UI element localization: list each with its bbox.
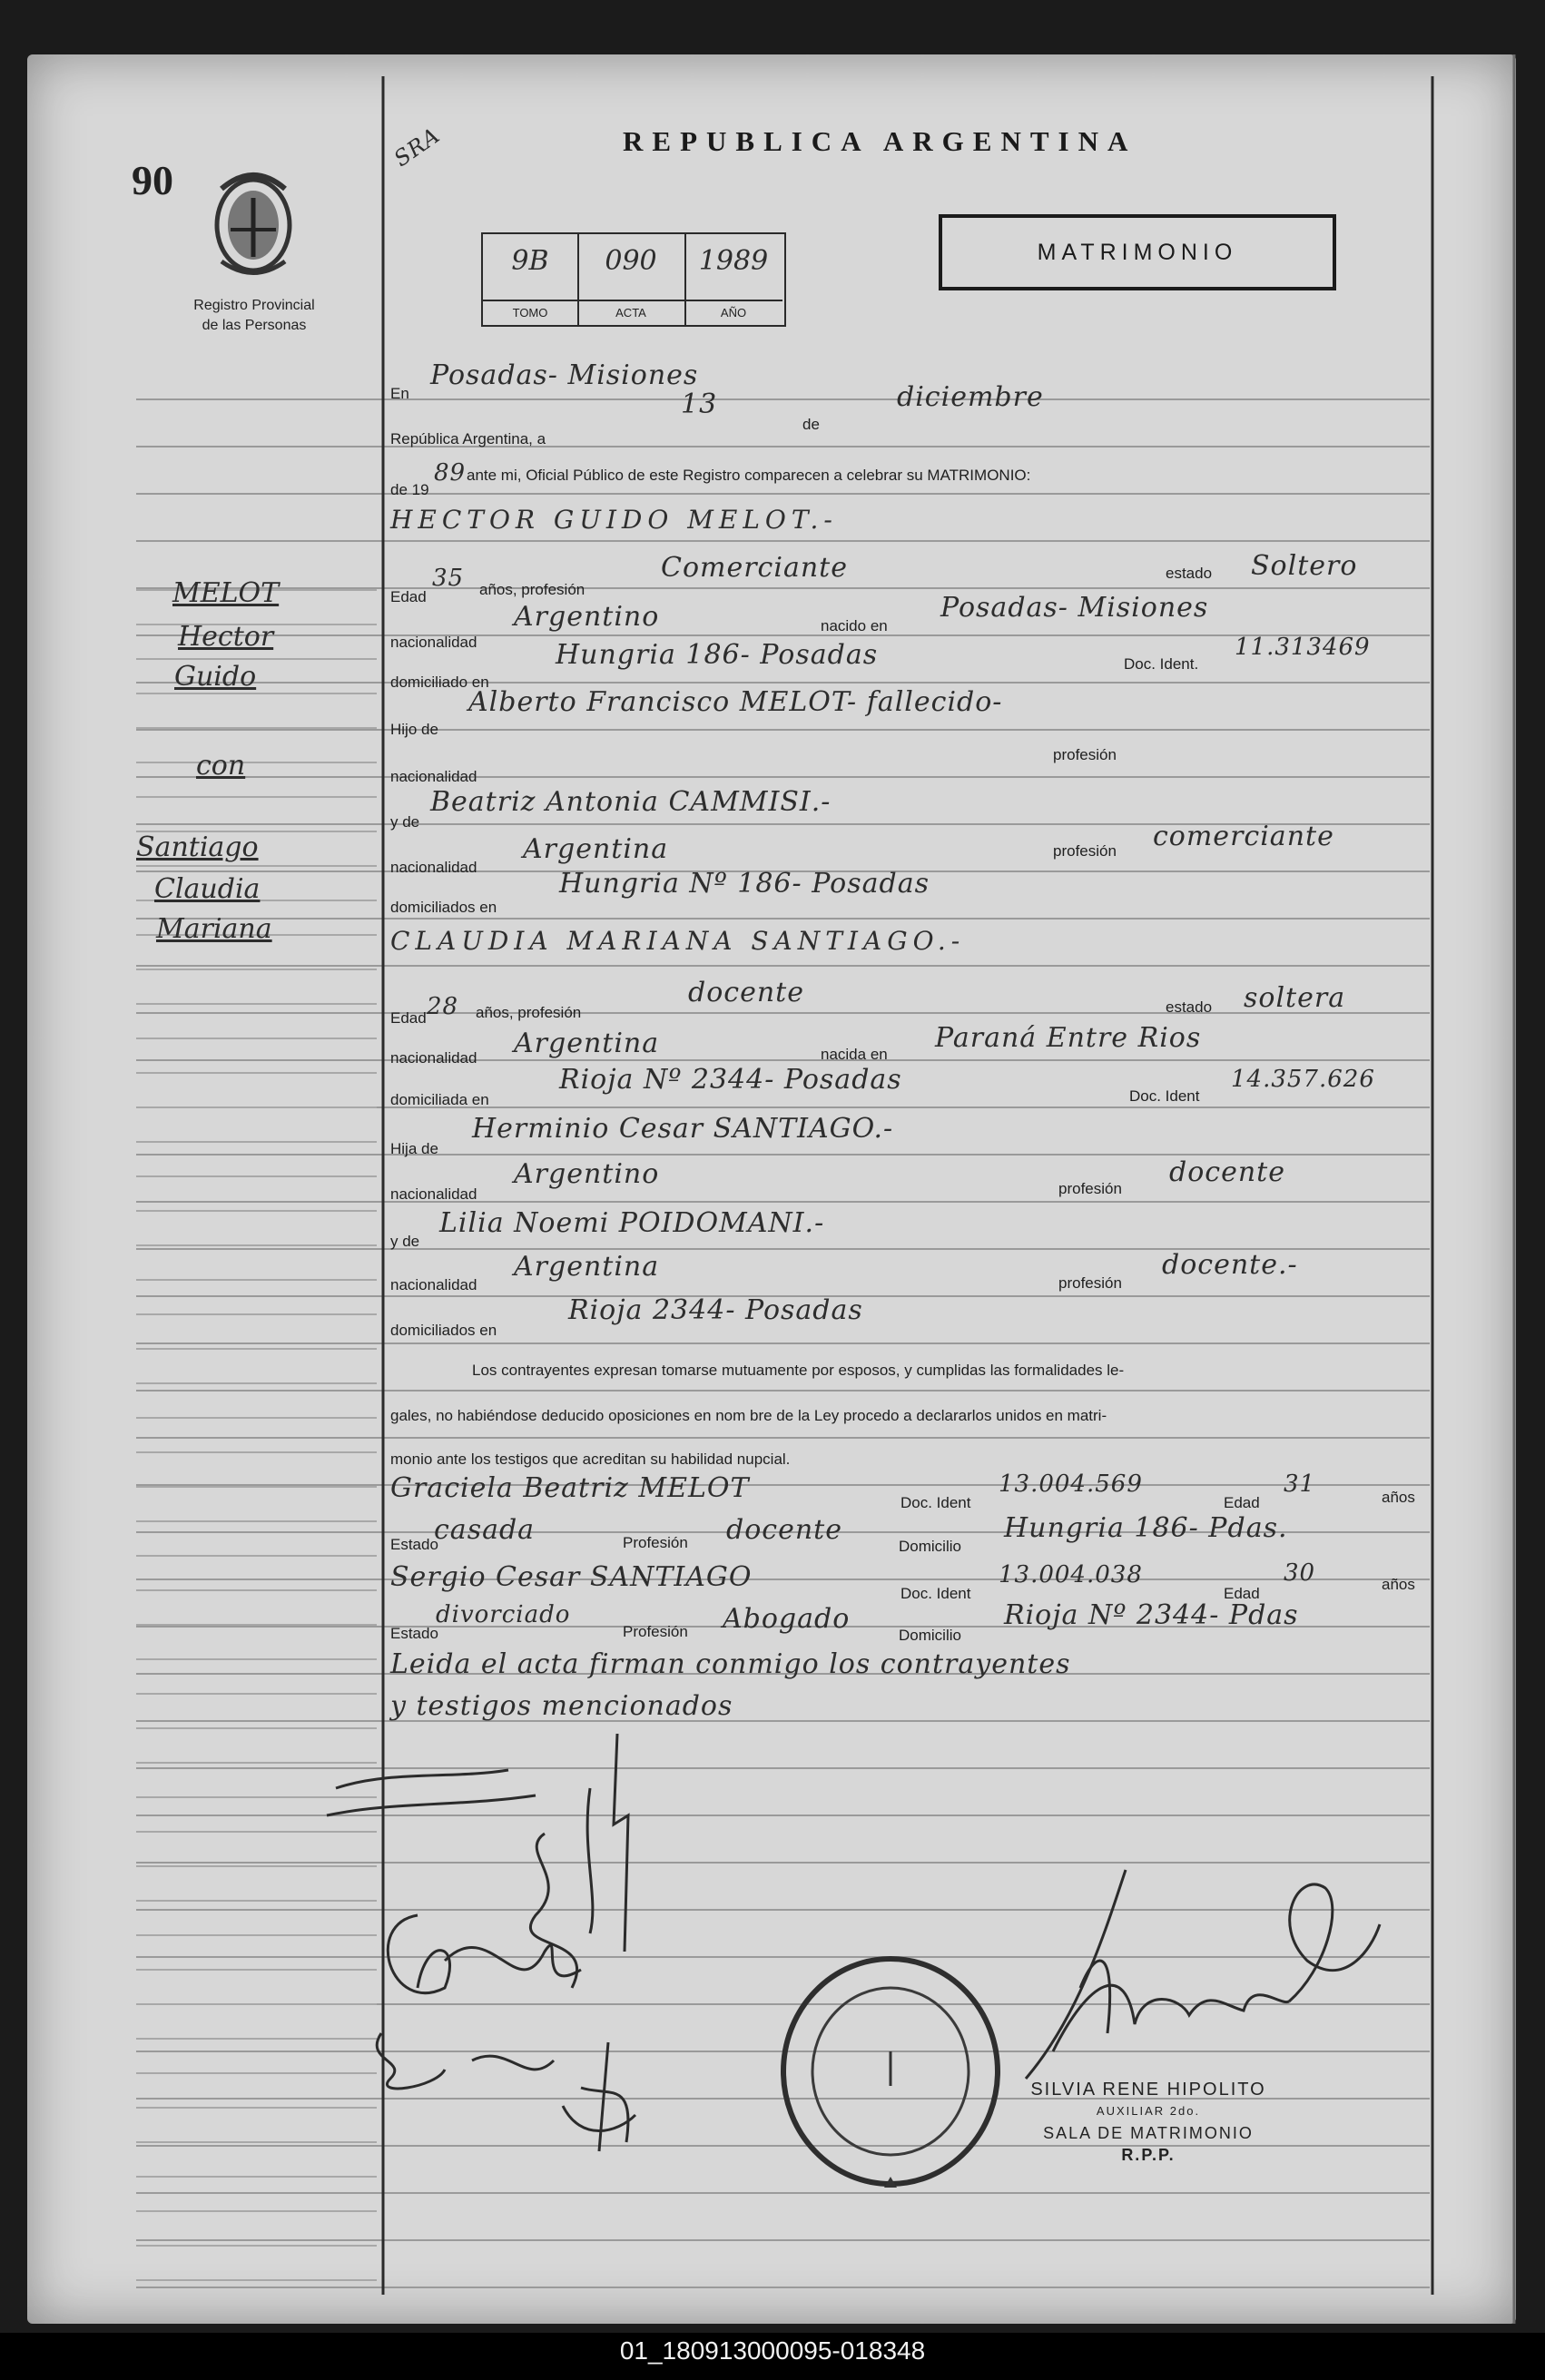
closing-line2: y testigos mencionados: [390, 1690, 733, 1722]
groom-doc: 11.313469: [1235, 634, 1371, 661]
groom-edad-label: Edad: [390, 588, 427, 605]
witness1-anos-label: años: [1382, 1489, 1415, 1506]
bride-age: 28: [427, 993, 459, 1020]
record-type-box: MATRIMONIO: [939, 214, 1336, 290]
bride-mother: Lilia Noemi POIDOMANI.-: [439, 1207, 825, 1239]
bride-father-profession: docente: [1169, 1156, 1285, 1188]
closing-line1: Leida el acta firman conmigo los contrayentes: [390, 1648, 1071, 1680]
margin-line1: MELOT: [172, 577, 280, 609]
declaration-line2: gales, no habiéndose deducido oposiciones en nom bre de la Ley procedo a declararlos unidos en matri-: [390, 1407, 1107, 1424]
groom-estado: Soltero: [1251, 550, 1358, 582]
acta-label: ACTA: [577, 300, 684, 325]
coat-of-arms-icon: [203, 162, 303, 280]
record-number-box: [481, 232, 786, 327]
bride-profesion-label: años, profesión: [476, 1004, 582, 1021]
de-label: de: [802, 416, 820, 433]
groom-birthplace: Posadas- Misiones: [940, 592, 1209, 624]
groom-mother: Beatriz Antonia CAMMISI.-: [430, 786, 832, 818]
officer-name: SILVIA RENE HIPOLITO: [1030, 2080, 1266, 2100]
groom-mother-nationality: Argentina: [523, 833, 669, 865]
bride-father: Herminio Cesar SANTIAGO.-: [472, 1113, 894, 1145]
en-label: En: [390, 385, 409, 402]
tomo-value: 9B: [511, 245, 549, 277]
witness1-age: 31: [1284, 1470, 1316, 1498]
bride-estado-label: estado: [1166, 998, 1213, 1016]
witness1-address: Hungria 186- Pdas.: [1004, 1512, 1288, 1544]
groom-father-prof-label: profesión: [1053, 746, 1117, 763]
signatures-left: [309, 1716, 690, 2169]
tomo-label: TOMO: [483, 300, 577, 325]
bride-edad-label: Edad: [390, 1009, 427, 1027]
groom-parents-dom-label: domiciliados en: [390, 899, 497, 916]
witness2-address: Rioja Nº 2344- Pdas: [1004, 1599, 1299, 1631]
groom-hijo-label: Hijo de: [390, 721, 438, 738]
month: diciembre: [897, 381, 1044, 413]
bride-doc-label: Doc. Ident: [1129, 1087, 1200, 1105]
groom-nacido-label: nacido en: [821, 617, 888, 634]
bride-doc: 14.357.626: [1231, 1066, 1375, 1093]
groom-doc-label: Doc. Ident.: [1124, 655, 1199, 673]
witness2-age: 30: [1284, 1559, 1316, 1587]
ano-cell: [684, 234, 782, 325]
groom-mother-nat-label: nacionalidad: [390, 859, 477, 876]
bride-nationality: Argentina: [514, 1028, 660, 1059]
page-number: 90: [132, 157, 173, 203]
bride-nacionalidad-label: nacionalidad: [390, 1049, 477, 1067]
witness2-domicilio-label: Domicilio: [899, 1627, 961, 1644]
groom-mother-profession: comerciante: [1153, 821, 1334, 852]
republica-label: República Argentina, a: [390, 430, 546, 447]
witness2-estado-label: Estado: [390, 1625, 438, 1642]
groom-name: HECTOR GUIDO MELOT.-: [390, 505, 838, 535]
declaration-line3: monio ante los testigos que acreditan su habilidad nupcial.: [390, 1451, 791, 1468]
official-seal-stamp: [777, 1950, 1004, 2193]
bride-hija-label: Hija de: [390, 1140, 438, 1157]
bride-mother-nat-label: nacionalidad: [390, 1276, 477, 1293]
margin-line6: Claudia: [154, 873, 261, 905]
bride-mother-profession: docente.-: [1162, 1249, 1298, 1281]
officer-signature: [980, 1852, 1407, 2088]
bride-mother-prof-label: profesión: [1058, 1274, 1122, 1292]
place: Posadas- Misiones: [430, 359, 699, 391]
margin-line4: con: [196, 750, 246, 782]
groom-profesion-label: años, profesión: [479, 581, 586, 598]
witness1-estado: casada: [434, 1514, 536, 1546]
declaration-line1: Los contrayentes expresan tomarse mutuamente por esposos, y cumplidas las formalidades le-: [472, 1362, 1125, 1379]
groom-parents-address: Hungria Nº 186- Posadas: [559, 868, 930, 900]
initials-note: SRA: [389, 122, 445, 172]
bride-address: Rioja Nº 2344- Posadas: [559, 1064, 902, 1096]
groom-profession: Comerciante: [661, 552, 848, 584]
registry-name-line1: Registro Provincial: [193, 298, 315, 313]
bride-mother-nationality: Argentina: [514, 1251, 660, 1283]
bride-father-prof-label: profesión: [1058, 1180, 1122, 1197]
groom-domicilio-label: domiciliado en: [390, 674, 489, 691]
witness1-doc: 13.004.569: [999, 1470, 1143, 1498]
intro-sentence: ante mi, Oficial Público de este Registro comparecen a celebrar su MATRIMONIO:: [467, 467, 1031, 484]
witness2-edad-label: Edad: [1224, 1585, 1260, 1602]
page-title: REPUBLICA ARGENTINA: [623, 125, 1137, 157]
bride-yde-label: y de: [390, 1233, 420, 1250]
bride-name: CLAUDIA MARIANA SANTIAGO.-: [390, 926, 966, 956]
bride-father-nat-label: nacionalidad: [390, 1185, 477, 1203]
registry-name: [163, 296, 345, 336]
groom-father: Alberto Francisco MELOT- fallecido-: [468, 686, 1003, 718]
bride-father-nationality: Argentino: [514, 1158, 660, 1190]
witness1-edad-label: Edad: [1224, 1494, 1260, 1511]
groom-mother-prof-label: profesión: [1053, 842, 1117, 860]
margin-line3: Guido: [174, 661, 257, 693]
tomo-cell: [483, 234, 579, 325]
witness2-profesion-label: Profesión: [623, 1623, 688, 1640]
margin-line5: Santiago: [136, 831, 259, 863]
bride-domicilio-label: domiciliada en: [390, 1091, 489, 1108]
officer-title2: SALA DE MATRIMONIO: [1043, 2124, 1254, 2142]
bride-profession: docente: [688, 977, 804, 1008]
groom-address: Hungria 186- Posadas: [556, 639, 879, 671]
year-suffix: 89: [434, 459, 467, 487]
groom-nationality: Argentino: [514, 601, 660, 633]
witness2-name: Sergio Cesar SANTIAGO: [390, 1561, 753, 1593]
bride-parents-dom-label: domiciliados en: [390, 1322, 497, 1339]
ano-label: AÑO: [684, 300, 782, 325]
image-caption: 01_180913000095-018348: [619, 2336, 926, 2365]
bride-birthplace: Paraná Entre Rios: [935, 1022, 1202, 1054]
bride-parents-address: Rioja 2344- Posadas: [568, 1294, 863, 1326]
witness2-doc: 13.004.038: [999, 1561, 1143, 1588]
margin-line2: Hector: [178, 621, 274, 653]
groom-nacionalidad-label: nacionalidad: [390, 634, 477, 651]
groom-estado-label: estado: [1166, 565, 1213, 582]
officer-title1: AUXILIAR 2do.: [1096, 2104, 1201, 2118]
margin-line7: Mariana: [156, 913, 272, 945]
witness1-name: Graciela Beatriz MELOT: [390, 1472, 750, 1504]
acta-value: 090: [605, 245, 657, 277]
witness1-doc-label: Doc. Ident: [900, 1494, 971, 1511]
de19-label: de 19: [390, 481, 429, 498]
witness2-estado: divorciado: [436, 1601, 571, 1628]
witness1-domicilio-label: Domicilio: [899, 1538, 961, 1555]
bride-nacida-label: nacida en: [821, 1046, 888, 1063]
witness1-profession: docente: [726, 1514, 842, 1546]
groom-father-nat-label: nacionalidad: [390, 768, 477, 785]
registry-name-line2: de las Personas: [202, 318, 307, 333]
witness2-profession: Abogado: [723, 1603, 851, 1635]
officer-title3: R.P.P.: [1121, 2146, 1176, 2164]
day: 13: [681, 388, 718, 420]
witness1-profesion-label: Profesión: [623, 1534, 688, 1551]
ano-value: 1989: [698, 245, 769, 277]
officer-stamp-block: [999, 2079, 1298, 2166]
acta-cell: [577, 234, 686, 325]
witness1-estado-label: Estado: [390, 1536, 438, 1553]
witness2-anos-label: años: [1382, 1576, 1415, 1593]
groom-yde-label: y de: [390, 813, 420, 831]
groom-age: 35: [432, 565, 465, 592]
witness2-doc-label: Doc. Ident: [900, 1585, 971, 1602]
bride-estado: soltera: [1244, 982, 1346, 1014]
